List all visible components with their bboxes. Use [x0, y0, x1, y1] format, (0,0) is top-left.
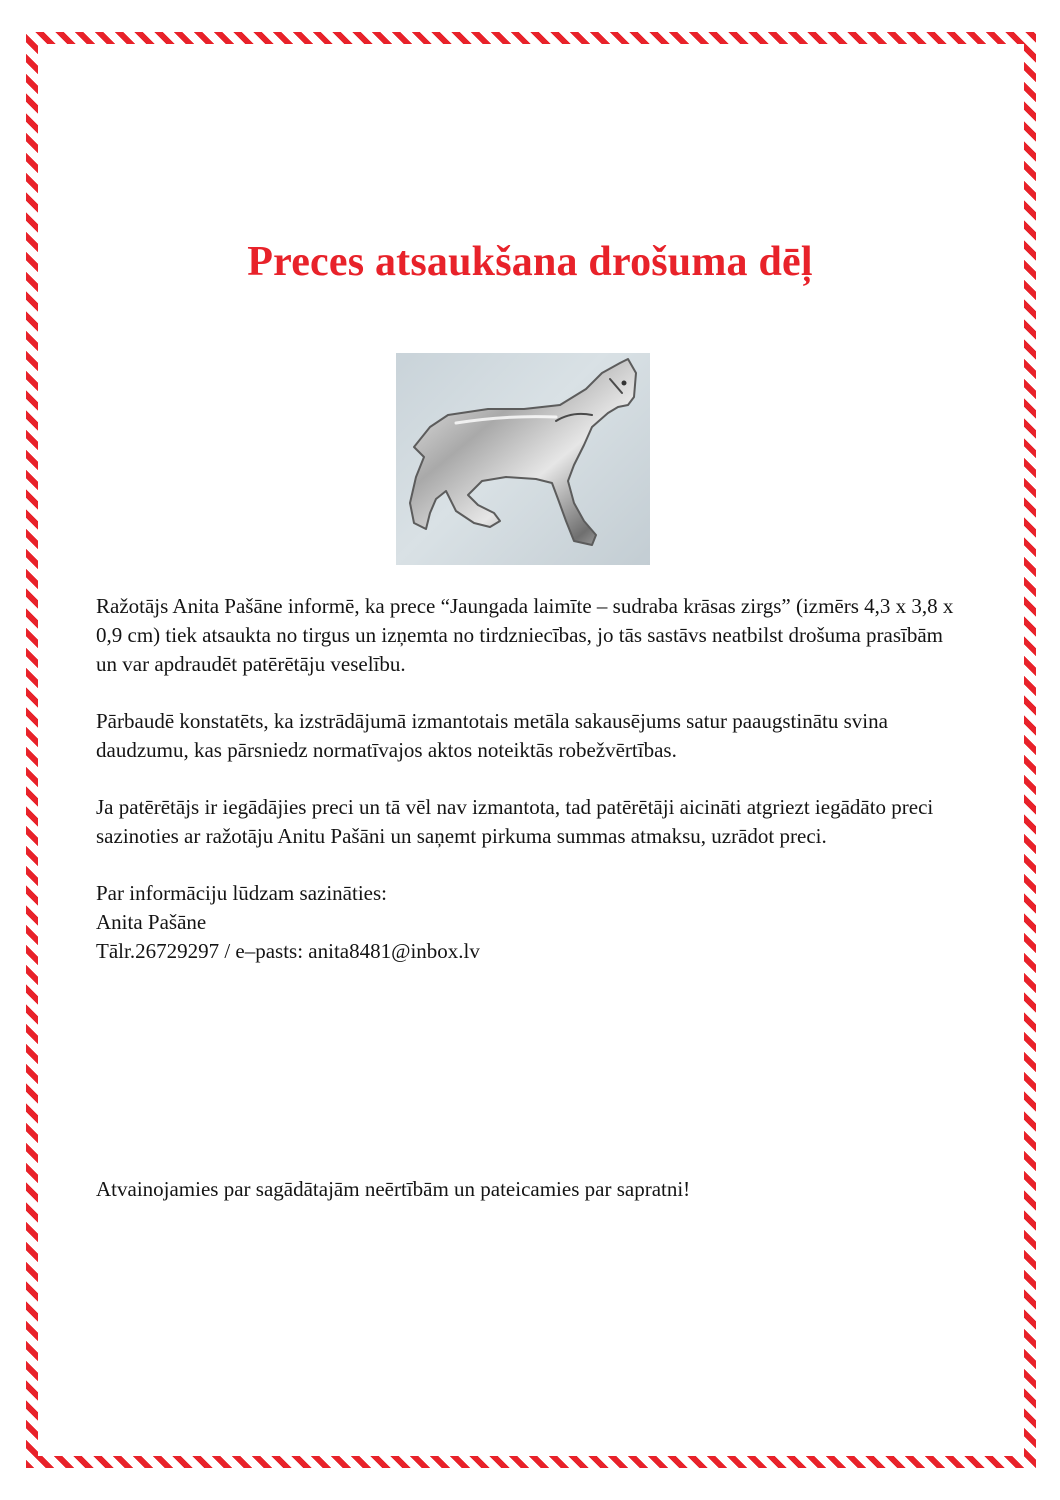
- contact-block: [96, 879, 962, 966]
- paragraph-product-recall: Ražotājs Anita Pašāne informē, ka prece “Jaungada laimīte – sudraba krāsas zirgs” (izmērs 4,3 x 3,8 x 0,9 cm) tiek atsaukta no tirgus un izņemta no tirdzniecības, jo tās sastāvs neatbilst drošuma prasībām un var apdraudēt patērētāju veselību.: [96, 594, 954, 676]
- contact-intro: Par informāciju lūdzam sazināties:: [96, 880, 387, 905]
- product-photo-silver-horse: [396, 353, 650, 565]
- paragraph-refund-instructions: Ja patērētājs ir iegādājies preci un tā vēl nav izmantota, tad patērētāji aicināti atgriezt iegādāto preci sazinoties ar ražotāju Anitu Pašāni un saņemt pirkuma summas atmaksu, uzrādot preci.: [96, 794, 934, 848]
- recall-body: [96, 592, 962, 966]
- paragraph-inspection-finding: Pārbaudē konstatēts, ka izstrādājumā izmantotais metāla sakausējums satur paaugstinātu svina daudzumu, kas pārsniedz normatīvajos aktos noteiktās robežvērtības.: [96, 708, 888, 762]
- page-title: Preces atsaukšana drošuma dēļ: [247, 239, 813, 285]
- closing-apology: Atvainojamies par sagādātajām neērtībām un pateicamies par sapratni!: [96, 1177, 691, 1201]
- contact-name: Anita Pašāne: [96, 909, 207, 934]
- contact-phone-email: Tālr.26729297 / e–pasts: anita8481@inbox.lv: [96, 938, 480, 963]
